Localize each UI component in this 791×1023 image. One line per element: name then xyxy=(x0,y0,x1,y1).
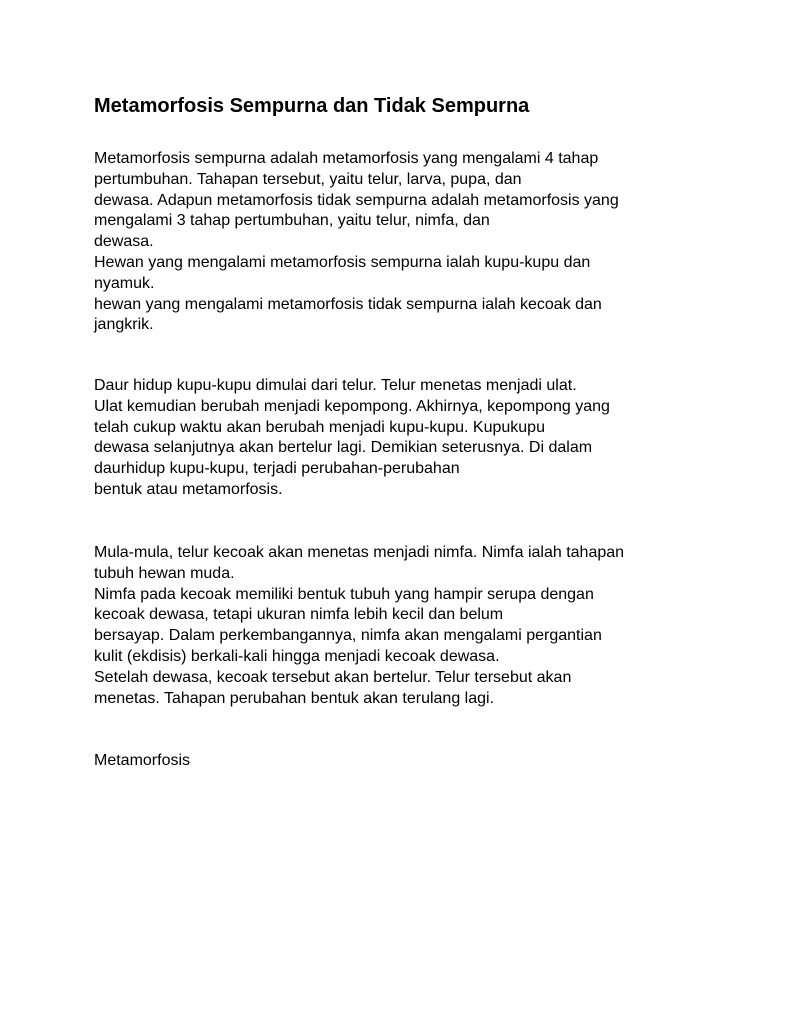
text-line: hewan yang mengalami metamorfosis tidak sempurna ialah kecoak dan xyxy=(94,295,602,313)
text-line: bentuk atau metamorfosis. xyxy=(94,480,283,498)
text-line: Daur hidup kupu-kupu dimulai dari telur. Telur menetas menjadi ulat. xyxy=(94,377,577,394)
text-line: menetas. Tahapan perubahan bentuk akan terulang lagi. xyxy=(94,689,495,707)
text-line: dewasa. xyxy=(94,233,154,251)
text-line: mengalami 3 tahap pertumbuhan, yaitu telur, nimfa, dan xyxy=(94,212,490,230)
paragraph-closing xyxy=(94,751,734,772)
text-line: Metamorfosis xyxy=(94,752,191,769)
text-line: tubuh hewan muda. xyxy=(94,564,235,582)
document-title: Metamorfosis Sempurna dan Tidak Sempurna xyxy=(94,95,530,117)
text-line: Nimfa pada kecoak memiliki bentuk tubuh yang hampir serupa dengan xyxy=(94,585,594,603)
text-line: dewasa selanjutnya akan bertelur lagi. Demikian seterusnya. Di dalam xyxy=(94,439,593,457)
text-line: kecoak dewasa, tetapi ukuran nimfa lebih kecil dan belum xyxy=(94,606,504,624)
paragraph-cockroach-lifecycle xyxy=(94,543,734,709)
text-line: Mula-mula, telur kecoak akan menetas menjadi nimfa. Nimfa ialah tahapan xyxy=(94,544,625,561)
text-line: daurhidup kupu-kupu, terjadi perubahan-perubahan xyxy=(94,460,460,478)
text-line: dewasa. Adapun metamorfosis tidak sempurna adalah metamorfosis yang xyxy=(94,191,619,209)
text-line: Setelah dewasa, kecoak tersebut akan bertelur. Telur tersebut akan xyxy=(94,668,572,686)
text-line: pertumbuhan. Tahapan tersebut, yaitu telur, larva, pupa, dan xyxy=(94,170,522,188)
text-line: jangkrik. xyxy=(94,316,154,334)
text-line: telah cukup waktu akan berubah menjadi kupu-kupu. Kupukupu xyxy=(94,418,545,436)
paragraph-metamorfosis-definition xyxy=(94,149,734,336)
text-line: Ulat kemudian berubah menjadi kepompong. Akhirnya, kepompong yang xyxy=(94,397,610,415)
text-line: kulit (ekdisis) berkali-kali hingga menjadi kecoak dewasa. xyxy=(94,647,500,665)
paragraph-butterfly-lifecycle xyxy=(94,376,734,501)
text-line: nyamuk. xyxy=(94,274,155,292)
text-line: Hewan yang mengalami metamorfosis sempurna ialah kupu-kupu dan xyxy=(94,253,591,271)
text-line: Metamorfosis sempurna adalah metamorfosis yang mengalami 4 tahap xyxy=(94,150,599,167)
text-line: bersayap. Dalam perkembangannya, nimfa akan mengalami pergantian xyxy=(94,627,602,645)
